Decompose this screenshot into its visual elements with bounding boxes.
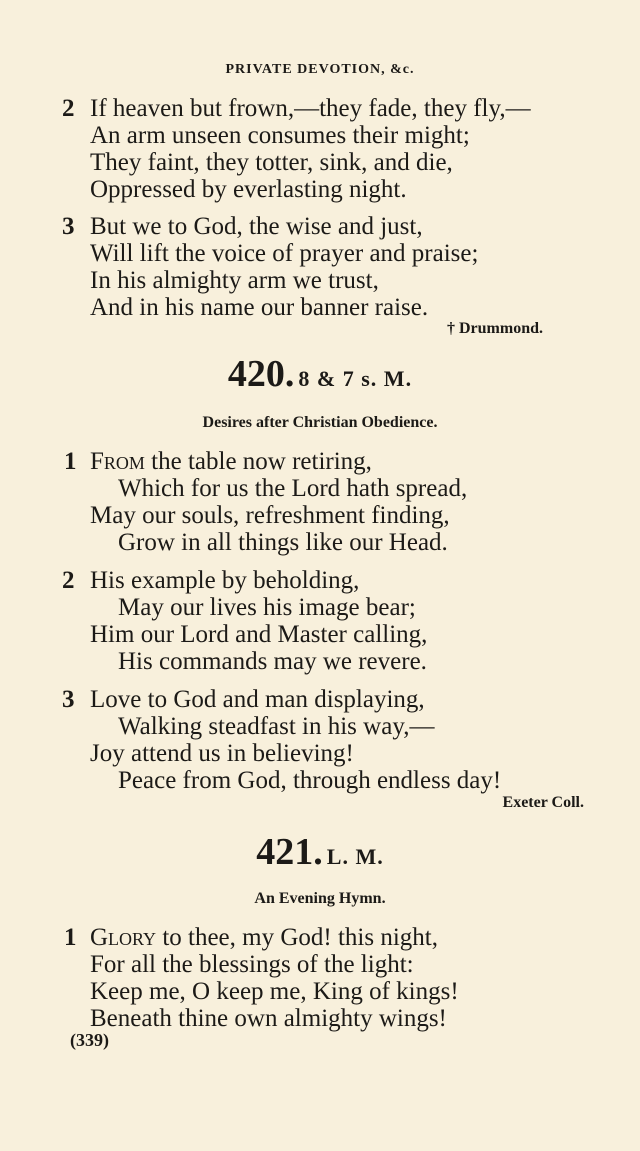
verse-line: Love to God and man displaying, bbox=[90, 686, 425, 713]
hymn-number: 421. bbox=[256, 831, 323, 873]
verse-line: If heaven but frown,—they fade, they fly,— bbox=[90, 95, 531, 122]
verse-line: May our lives his image bear; bbox=[118, 594, 416, 621]
hymn-title: Desires after Christian Obedience. bbox=[202, 414, 438, 431]
verse-line: His commands may we revere. bbox=[118, 648, 427, 675]
verse-line: Grow in all things like our Head. bbox=[118, 529, 448, 556]
verse-line: They faint, they totter, sink, and die, bbox=[90, 149, 453, 176]
verse-line: Him our Lord and Master calling, bbox=[90, 621, 428, 648]
verse-line: Keep me, O keep me, King of kings! bbox=[90, 978, 459, 1005]
verse-line: An arm unseen consumes their might; bbox=[90, 122, 470, 149]
verse-number: 2 bbox=[62, 567, 75, 594]
hymn-heading bbox=[0, 352, 640, 396]
running-header: PRIVATE DEVOTION, &c. bbox=[225, 62, 415, 77]
verse-line: Peace from God, through endless day! bbox=[118, 767, 502, 794]
attribution: Exeter Coll. bbox=[502, 794, 584, 811]
first-word: From bbox=[90, 448, 145, 475]
verse-line: Oppressed by everlasting night. bbox=[90, 176, 407, 203]
verse-line: May our souls, refreshment finding, bbox=[90, 502, 450, 529]
verse-line: Will lift the voice of prayer and praise; bbox=[90, 240, 479, 267]
verse-line: And in his name our banner raise. bbox=[90, 294, 429, 321]
verse-number: 1 bbox=[64, 448, 77, 475]
attribution: † Drummond. bbox=[446, 320, 543, 337]
verse-line bbox=[90, 448, 372, 475]
verse-line: His example by beholding, bbox=[90, 567, 360, 594]
verse-line: Beneath thine own almighty wings! bbox=[90, 1005, 447, 1032]
verse-line: Walking steadfast in his way,— bbox=[118, 713, 435, 740]
first-line-rest: to thee, my God! this night, bbox=[156, 924, 438, 951]
verse-number: 2 bbox=[62, 95, 75, 122]
hymn-title: An Evening Hymn. bbox=[254, 890, 386, 907]
first-line-rest: the table now retiring, bbox=[144, 448, 372, 475]
verse-line: Joy attend us in believing! bbox=[90, 740, 354, 767]
page-number: (339) bbox=[70, 1030, 109, 1050]
verse-line: But we to God, the wise and just, bbox=[90, 213, 423, 240]
hymn-number: 420. bbox=[227, 353, 295, 395]
verse-number: 3 bbox=[62, 686, 75, 713]
verse-line: Which for us the Lord hath spread, bbox=[118, 475, 468, 502]
verse-line: In his almighty arm we trust, bbox=[90, 267, 379, 294]
verse-line bbox=[90, 924, 438, 951]
hymn-meter: L. M. bbox=[326, 844, 384, 869]
first-word: Glory bbox=[90, 924, 157, 951]
verse-number: 3 bbox=[62, 213, 75, 240]
verse-line: For all the blessings of the light: bbox=[90, 951, 414, 978]
hymn-meter: 8 & 7 s. M. bbox=[298, 366, 413, 391]
hymn-heading bbox=[0, 830, 640, 874]
verse-number: 1 bbox=[64, 924, 77, 951]
